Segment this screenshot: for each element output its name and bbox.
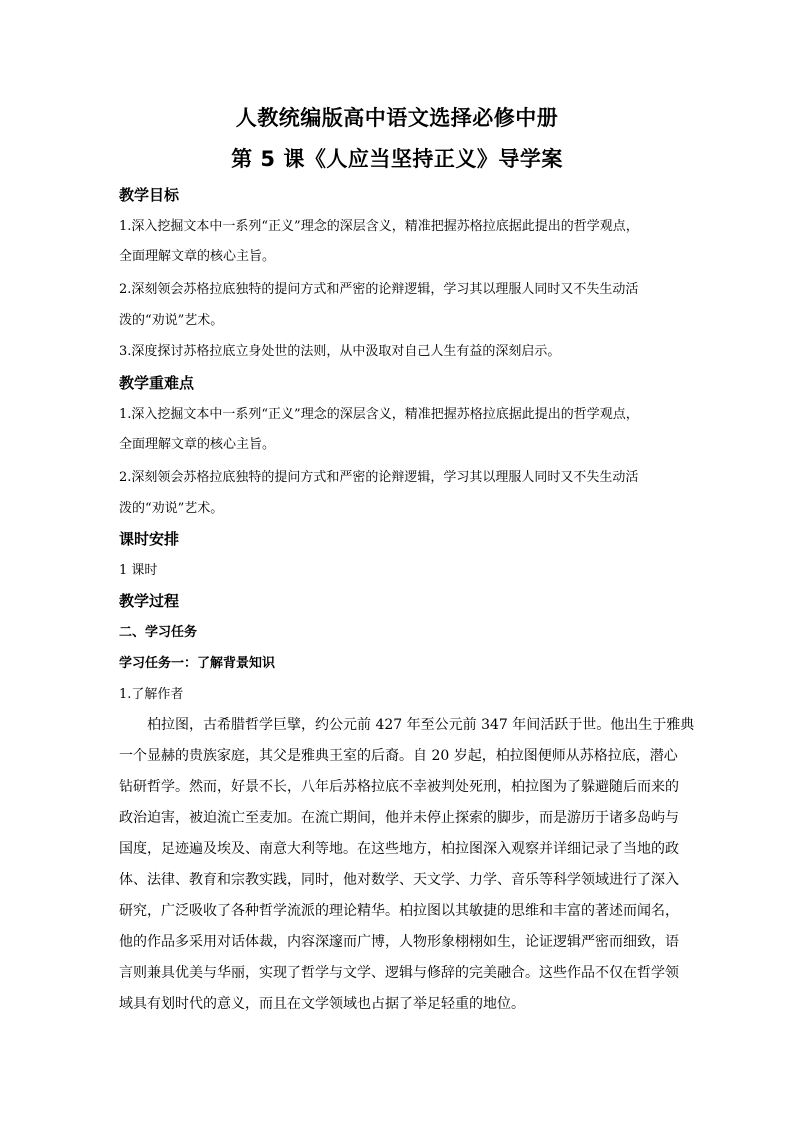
objectives-line: 1.深入挖掘文本中一系列“正义”理念的深层含义，精准把握苏格拉底据此提出的哲学观点， <box>119 219 639 234</box>
paragraph-line: 一个显赫的贵族家庭，其父是雅典王室的后裔。自 20 岁起，柏拉图便师从苏格拉底，潜心 <box>119 748 678 764</box>
item-heading: 1.了解作者 <box>119 687 184 702</box>
paragraph-line: 域具有划时代的意义，而且在文学领域也占据了举足轻重的地位。 <box>119 996 525 1012</box>
section-heading: 二、学习任务 <box>119 625 198 640</box>
objectives-line: 2.深刻领会苏格拉底独特的提问方式和严密的论辩逻辑，学习其以理服人同时又不失生动活 <box>119 282 639 297</box>
paragraph-line: 柏拉图，古希腊哲学巨擘，约公元前 427 年至公元前 347 年间活跃于世。他出生于雅典 <box>147 717 695 733</box>
key-points-line: 泼的“劝说”艺术。 <box>119 501 224 516</box>
key-points-line: 2.深刻领会苏格拉底独特的提问方式和严密的论辩逻辑，学习其以理服人同时又不失生动活 <box>119 470 639 485</box>
objectives-line: 3.深度探讨苏格拉底立身处世的法则，从中汲取对自己人生有益的深刻启示。 <box>119 344 561 359</box>
objectives-line: 全面理解文章的核心主旨。 <box>119 249 276 264</box>
objectives-line: 泼的“劝说”艺术。 <box>119 313 224 328</box>
paragraph-line: 研究，广泛吸收了各种哲学流派的理论精华。柏拉图以其敏捷的思维和丰富的著述而闻名， <box>119 903 679 919</box>
document-title: 人教统编版高中语文选择必修中册 <box>235 106 559 130</box>
key-points-heading: 教学重难点 <box>119 374 195 392</box>
paragraph-line: 政治迫害，被迫流亡至麦加。在流亡期间，他并未停止探索的脚步，而是游历于诸多岛屿与 <box>119 810 679 826</box>
key-points-line: 全面理解文章的核心主旨。 <box>119 437 276 452</box>
schedule-value: 1 课时 <box>119 563 158 578</box>
key-points-line: 1.深入挖掘文本中一系列“正义”理念的深层含义，精准把握苏格拉底据此提出的哲学观点， <box>119 407 639 422</box>
schedule-heading: 课时安排 <box>119 530 180 548</box>
paragraph-line: 言则兼具优美与华丽，实现了哲学与文学、逻辑与修辞的完美融合。这些作品不仅在哲学领 <box>119 965 679 981</box>
paragraph-line: 国度，足迹遍及埃及、南意大利等地。在这些地方，柏拉图深入观察并详细记录了当地的政 <box>119 841 679 857</box>
paragraph-line: 他的作品多采用对话体裁，内容深邃而广博，人物形象栩栩如生，论证逻辑严密而细致，语 <box>119 934 679 950</box>
paragraph-line: 钻研哲学。然而，好景不长，八年后苏格拉底不幸被判处死刑，柏拉图为了躲避随后而来的 <box>119 779 679 795</box>
process-heading: 教学过程 <box>119 592 180 610</box>
paragraph-line: 体、法律、教育和宗教实践，同时，他对数学、天文学、力学、音乐等科学领域进行了深入 <box>119 872 679 888</box>
lesson-title: 第 5 课《人应当坚持正义》导学案 <box>231 147 563 171</box>
objectives-heading: 教学目标 <box>119 186 180 204</box>
task-heading: 学习任务一：了解背景知识 <box>119 656 276 671</box>
